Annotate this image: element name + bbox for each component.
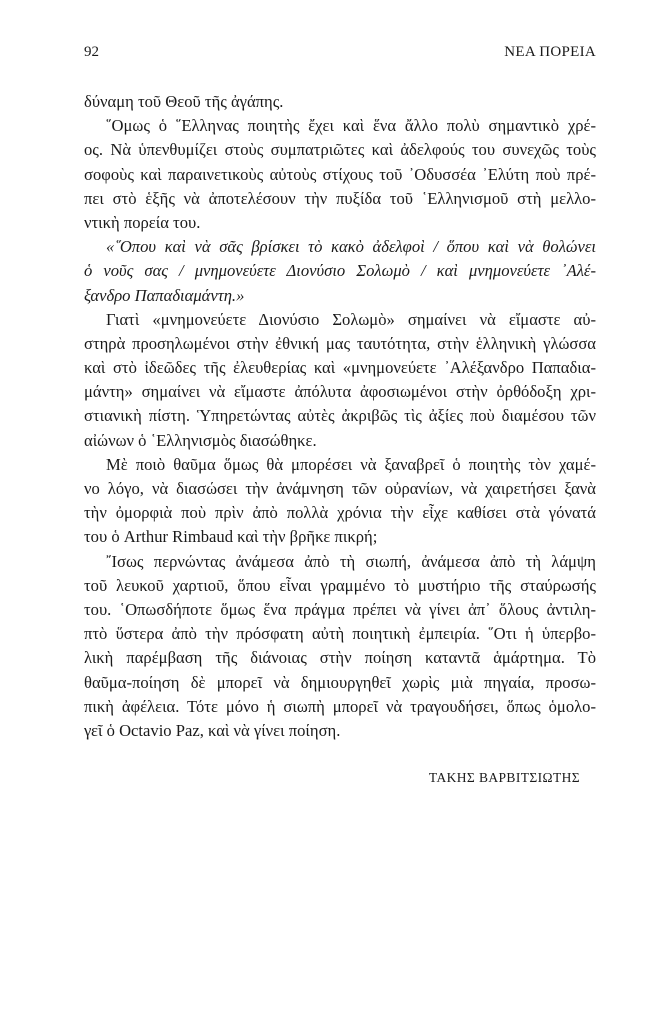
paragraph xyxy=(84,308,596,453)
text-line: πει στὸ ἑξῆς νὰ ἀποτελέσουν τὴν πυξίδα τοῦ ῾Ελληνισμοῦ στὴ μελλο- xyxy=(84,188,596,208)
text-line: μάντη» σημαίνει νὰ εἴμαστε ἀπόλυτα ἀφοσιωμένοι στὴν ὀρθόδοξη χρι- xyxy=(84,382,596,402)
article-body xyxy=(84,90,596,743)
text-line: γεῖ ὁ Octavio Paz, καὶ νὰ γίνει ποίηση. xyxy=(84,720,341,740)
text-line: του ὁ Arthur Rimbaud καὶ τὴν βρῆκε πικρή; xyxy=(84,527,378,547)
text-line: Γιατὶ «μνημονεύετε Διονύσιο Σολωμὸ» σημαίνει νὰ εἴμαστε αὐ- xyxy=(106,309,596,329)
paragraph xyxy=(84,90,596,114)
text-line: σοφοὺς καὶ παραινετικοὺς αὐτοὺς στίχους τοῦ ᾿Οδυσσέα ᾿Ελύτη ποὺ πρέ- xyxy=(84,164,596,184)
running-title: ΝΕΑ ΠΟΡΕΙΑ xyxy=(504,44,596,60)
text-line: θαῦμα-ποίηση δὲ μπορεῖ νὰ δημιουργηθεῖ χωρὶς μιὰ πηγαία, προσω- xyxy=(84,672,596,692)
text-line: πτὸ ὕστερα ἀπὸ τὴν πρόσφατη αὐτὴ ποιητικὴ ἐμπειρία. ῞Οτι ἡ ὑπερβο- xyxy=(84,624,596,644)
author-signature: ΤΑΚΗΣ ΒΑΡΒΙΤΣΙΩΤΗΣ xyxy=(428,770,580,785)
text-line: ξανδρο Παπαδιαμάντη.» xyxy=(84,285,245,305)
text-line: λικὴ παρέμβαση τῆς διάνοιας στὴν ποίηση καταντᾶ ἁμάρτημα. Τὸ xyxy=(84,648,596,668)
text-line: ὁ νοῦς σας / μνημονεύετε Διονύσιο Σολωμὸ / καὶ μνημονεύετε ᾿Αλέ- xyxy=(84,261,596,281)
text-line: τοῦ λευκοῦ χαρτιοῦ, ὅπου εἶναι γραμμένο τὸ μυστήριο τῆς σταύρωσής xyxy=(84,575,596,595)
paragraph xyxy=(84,550,596,744)
text-line: δύναμη τοῦ Θεοῦ τῆς ἀγάπης. xyxy=(84,92,284,111)
text-line: του. ῾Οπωσδήποτε ὅμως ἕνα πράγμα πρέπει νὰ γίνει ἀπ᾿ ὅλους ἀντιλη- xyxy=(84,599,596,619)
text-line: ῎Ισως περνώντας ἀνάμεσα ἀπὸ τὴ σιωπή, ἀνάμεσα ἀπὸ τὴ λάμψη xyxy=(106,551,596,571)
text-line: «῞Οπου καὶ νὰ σᾶς βρίσκει τὸ κακὸ ἀδελφοὶ / ὅπου καὶ νὰ θολώνει xyxy=(106,237,596,257)
text-line: τὴν ὀμορφιὰ ποὺ πρὶν ἀπὸ πολλὰ χρόνια τὴν εἶχε καθίσει στὰ γόνατά xyxy=(84,503,596,523)
paragraph xyxy=(84,453,596,550)
quotation-paragraph xyxy=(84,235,596,308)
text-line: στηρὰ προσηλωμένοι στὴν ἐθνική μας ταυτότητα, στὴν ἑλληνικὴ γλώσσα xyxy=(84,333,596,353)
text-line: ος. Νὰ ὑπενθυμίζει στοὺς συμπατριῶτες καὶ ἀδελφούς του συνεχῶς τοὺς xyxy=(84,140,596,160)
page-number: 92 xyxy=(84,44,99,60)
text-line: πικὴ ἀφέλεια. Τότε μόνο ἡ σιωπὴ μπορεῖ νὰ τραγουδήσει, ὅπως ὁμολο- xyxy=(84,696,596,716)
text-line: ντικὴ πορεία του. xyxy=(84,212,201,232)
text-line: Μὲ ποιὸ θαῦμα ὅμως θὰ μπορέσει νὰ ξαναβρεῖ ὁ ποιητὴς τὸν χαμέ- xyxy=(106,454,596,474)
text-line: καὶ στὸ ἰδεῶδες τῆς ἐλευθερίας καὶ «μνημονεύετε ᾿Αλέξανδρο Παπαδια- xyxy=(84,358,596,378)
text-line: στιανικὴ πίστη. Ὑπηρετώντας αὐτὲς ἀκριβῶς τὶς ἀξίες ποὺ διαμέσου τῶν xyxy=(84,406,596,426)
text-line: αἰώνων ὁ ῾Ελληνισμὸς διασώθηκε. xyxy=(84,430,317,450)
text-line: ῞Ομως ὁ ῞Ελληνας ποιητὴς ἔχει καὶ ἕνα ἄλλο πολὺ σημαντικὸ χρέ- xyxy=(106,116,596,136)
text-line: νο λόγο, νὰ διασώσει τὴν ἀνάμνηση τῶν οὐρανίων, νὰ χαιρετήσει ξανὰ xyxy=(84,479,596,498)
paragraph xyxy=(84,114,596,235)
